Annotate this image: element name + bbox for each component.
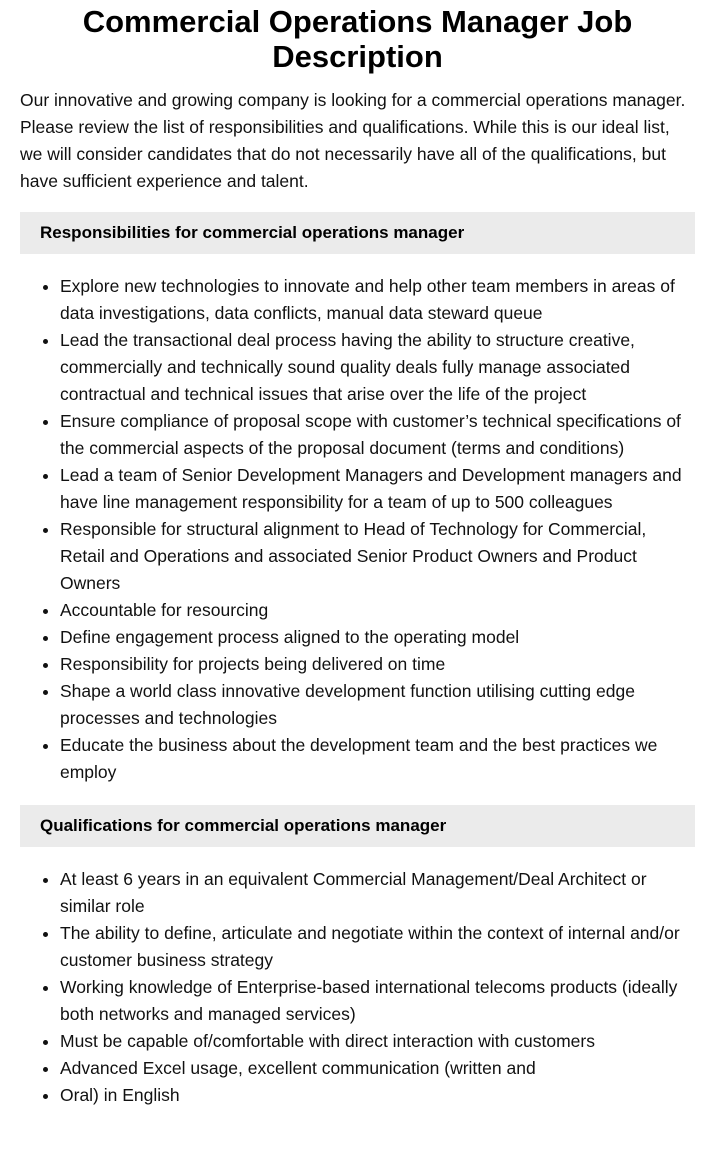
responsibilities-heading: Responsibilities for commercial operations manager <box>20 212 695 254</box>
list-item: • Lead a team of Senior Development Managers and Development managers and have line management responsibility for a team of up to 500 colleagues <box>60 462 695 516</box>
list-item: • Accountable for resourcing <box>60 597 695 624</box>
list-item: • Advanced Excel usage, excellent communication (written and <box>60 1055 695 1082</box>
responsibilities-list <box>20 273 695 786</box>
list-item: • Working knowledge of Enterprise-based international telecoms products (ideally both networks and managed services) <box>60 974 695 1028</box>
list-item: • Shape a world class innovative development function utilising cutting edge processes and technologies <box>60 678 695 732</box>
list-item: • The ability to define, articulate and negotiate within the context of internal and/or customer business strategy <box>60 920 695 974</box>
intro-paragraph: Our innovative and growing company is looking for a commercial operations manager. Please review the list of responsibilities and qualifications. While this is our ideal list, we will consider candidates that do not necessarily have all of the qualifications, but have sufficient experience and talent. <box>20 90 686 191</box>
list-item: • Responsible for structural alignment to Head of Technology for Commercial, Retail and Operations and associated Senior Product Owners and Product Owners <box>60 516 695 597</box>
list-item: • Educate the business about the development team and the best practices we employ <box>60 732 695 786</box>
list-item: • Define engagement process aligned to the operating model <box>60 624 695 651</box>
list-item: • Must be capable of/comfortable with direct interaction with customers <box>60 1028 695 1055</box>
qualifications-list <box>20 866 695 1109</box>
list-item: • At least 6 years in an equivalent Commercial Management/Deal Architect or similar role <box>60 866 695 920</box>
list-item: • Oral) in English <box>60 1082 695 1109</box>
list-item: • Ensure compliance of proposal scope with customer’s technical specifications of the commercial aspects of the proposal document (terms and conditions) <box>60 408 695 462</box>
list-item: • Responsibility for projects being delivered on time <box>60 651 695 678</box>
qualifications-heading: Qualifications for commercial operations manager <box>20 805 695 847</box>
list-item: • Explore new technologies to innovate and help other team members in areas of data investigations, data conflicts, manual data steward queue <box>60 273 695 327</box>
page-title: Commercial Operations Manager Job Description <box>82 4 633 74</box>
job-description-page <box>0 4 720 1109</box>
list-item: • Lead the transactional deal process having the ability to structure creative, commercially and technically sound quality deals fully manage associated contractual and technical issues that arise over the life of the project <box>60 327 695 408</box>
